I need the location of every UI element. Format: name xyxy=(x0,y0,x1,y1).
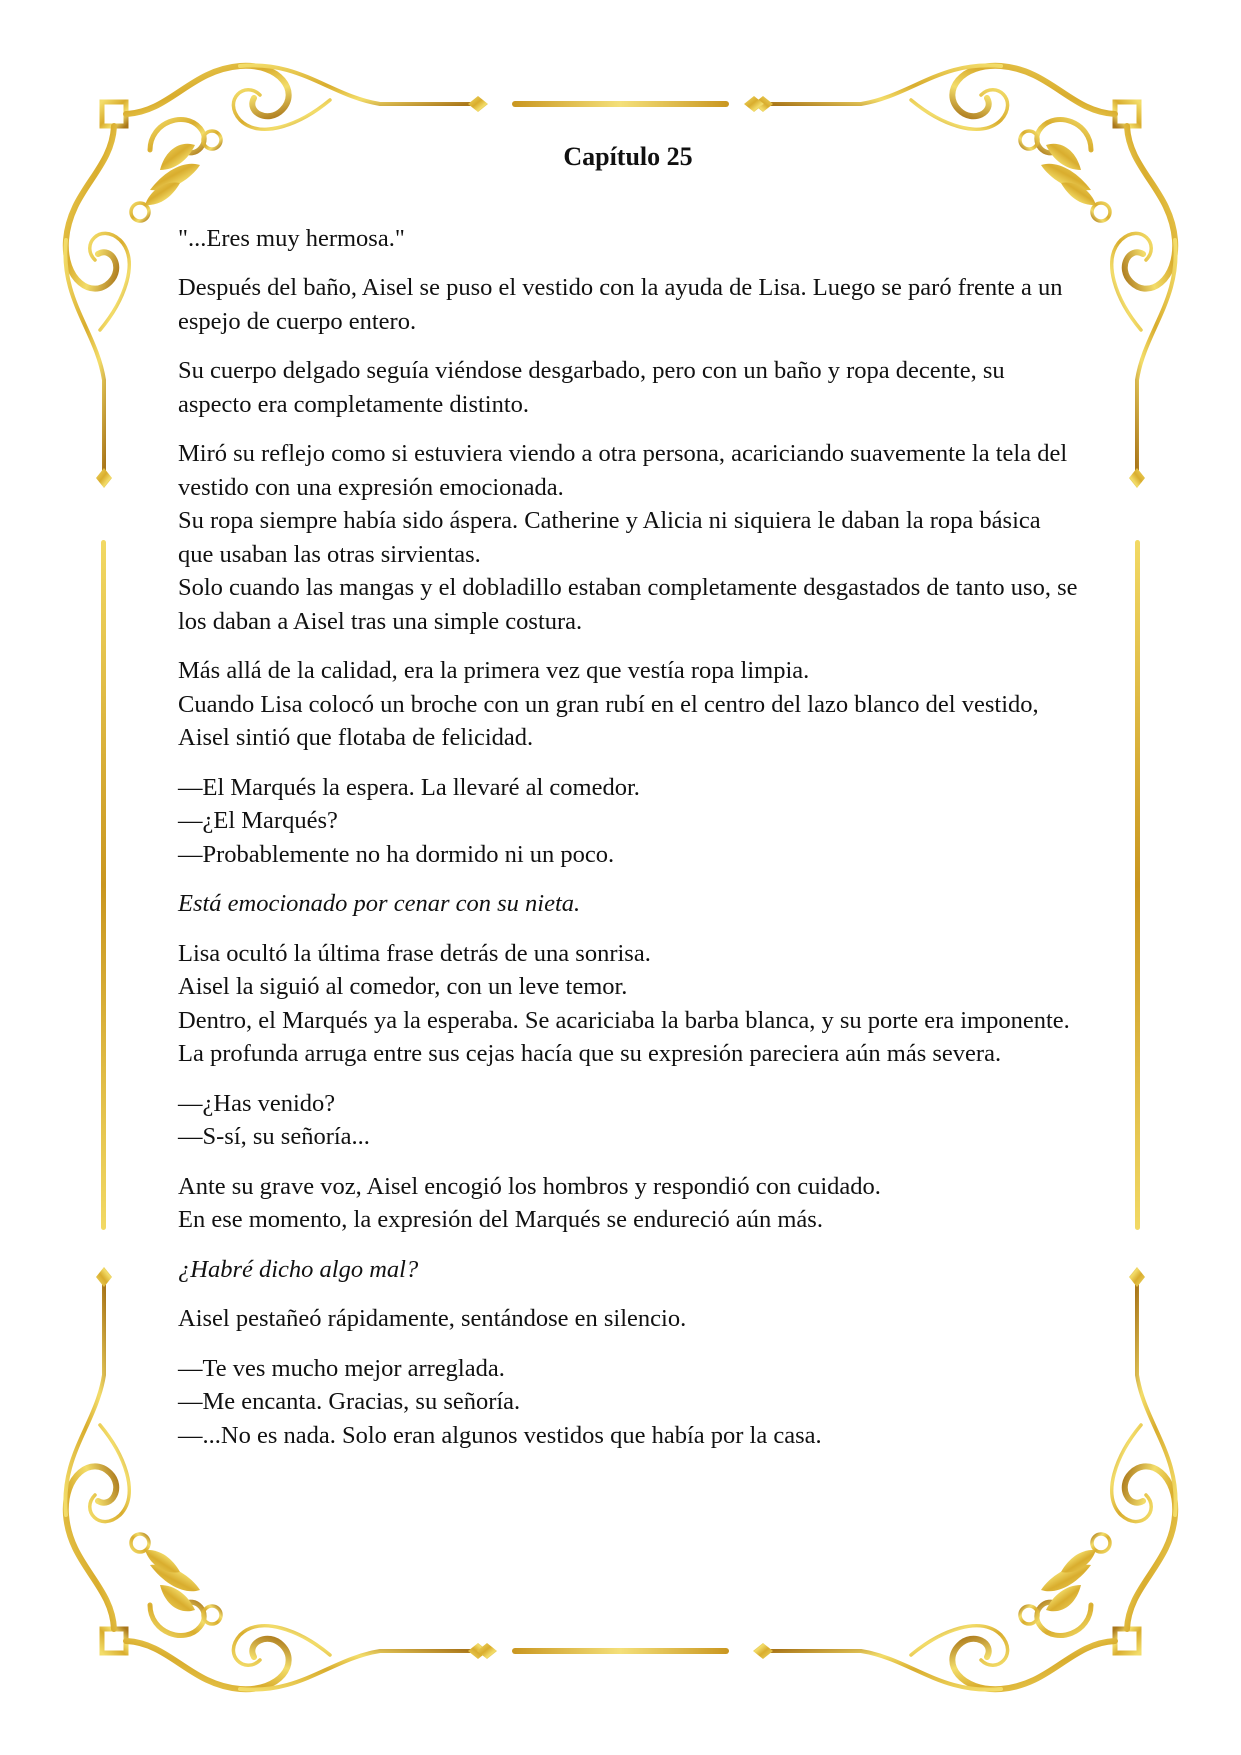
paragraph-line: Ante su grave voz, Aisel encogió los hombros y respondió con cuidado. xyxy=(178,1172,881,1200)
paragraph xyxy=(178,887,1078,921)
paragraph-line: —...No es nada. Solo eran algunos vestidos que había por la casa. xyxy=(178,1421,822,1449)
paragraph-line: —Te ves mucho mejor arreglada. xyxy=(178,1354,505,1382)
paragraph xyxy=(178,1302,1078,1336)
paragraph-line: Su ropa siempre había sido áspera. Catherine y Alicia ni siquiera le daban la ropa básica que usaban las otras sirvientas. xyxy=(178,507,1041,568)
paragraph-line: Lisa ocultó la última frase detrás de una sonrisa. xyxy=(178,939,651,967)
paragraph xyxy=(178,354,1078,421)
paragraph xyxy=(178,437,1078,638)
paragraph-line: En ese momento, la expresión del Marqués se endureció aún más. xyxy=(178,1206,823,1233)
paragraph xyxy=(178,271,1078,338)
paragraph xyxy=(178,771,1078,872)
paragraph-line: —¿El Marqués? xyxy=(178,807,338,834)
paragraph-line: Su cuerpo delgado seguía viéndose desgarbado, pero con un baño y ropa decente, su aspecto era completamente distinto. xyxy=(178,357,1005,418)
paragraph xyxy=(178,1170,1078,1237)
paragraph-list xyxy=(178,222,1078,1453)
paragraph xyxy=(178,937,1078,1071)
paragraph-line: ¿Habré dicho algo mal? xyxy=(178,1255,419,1283)
paragraph-line: —¿Has venido? xyxy=(178,1089,336,1117)
paragraph-line: "...Eres muy hermosa." xyxy=(178,224,405,252)
paragraph xyxy=(178,1087,1078,1154)
document-body xyxy=(178,140,1078,1468)
paragraph-line: Dentro, el Marqués ya la esperaba. Se acariciaba la barba blanca, y su porte era imponente. xyxy=(178,1006,1070,1034)
paragraph xyxy=(178,1352,1078,1453)
paragraph xyxy=(178,222,1078,256)
paragraph-line: Aisel la siguió al comedor, con un leve temor. xyxy=(178,973,628,1000)
paragraph-line: Está emocionado por cenar con su nieta. xyxy=(178,890,581,917)
paragraph-line: Solo cuando las mangas y el dobladillo estaban completamente desgastados de tanto uso, se los daban a Aisel tras una simple costura. xyxy=(178,574,1078,635)
paragraph-line: —El Marqués la espera. La llevaré al comedor. xyxy=(178,773,640,801)
paragraph-line: Aisel pestañeó rápidamente, sentándose en silencio. xyxy=(178,1305,687,1332)
chapter-title: Capítulo 25 xyxy=(563,142,693,171)
paragraph-line: La profunda arruga entre sus cejas hacía que su expresión pareciera aún más severa. xyxy=(178,1040,1002,1067)
paragraph-line: —Me encanta. Gracias, su señoría. xyxy=(178,1388,521,1415)
paragraph-line: Más allá de la calidad, era la primera vez que vestía ropa limpia. xyxy=(178,657,810,684)
paragraph-line: Miró su reflejo como si estuviera viendo a otra persona, acariciando suavemente la tela del vestido con una expresión emocionada. xyxy=(178,440,1068,501)
paragraph-line: Después del baño, Aisel se puso el vestido con la ayuda de Lisa. Luego se paró frente a un espejo de cuerpo entero. xyxy=(178,274,1063,335)
paragraph xyxy=(178,1253,1078,1287)
paragraph-line: Cuando Lisa colocó un broche con un gran rubí en el centro del lazo blanco del vestido, Aisel sintió que flotaba de felicidad. xyxy=(178,690,1039,751)
paragraph-line: —Probablemente no ha dormido ni un poco. xyxy=(178,840,615,868)
paragraph xyxy=(178,654,1078,755)
paragraph-line: —S-sí, su señoría... xyxy=(178,1123,370,1150)
